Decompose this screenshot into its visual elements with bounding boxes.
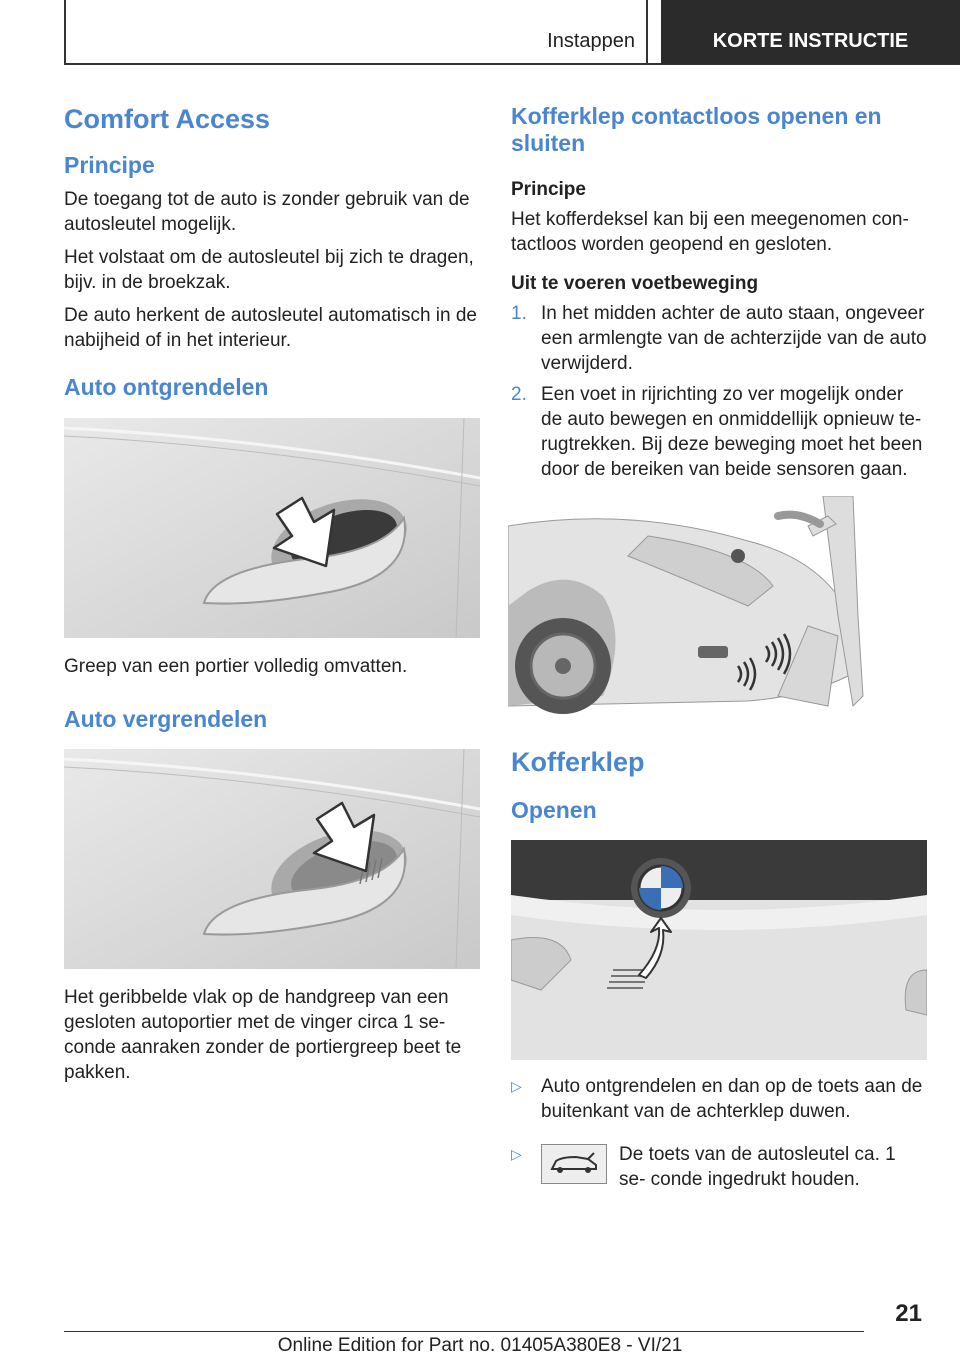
figure-door-handle-lock (64, 749, 480, 969)
trunk-key-button-icon (541, 1144, 607, 1184)
door-handle-illustration (64, 418, 480, 638)
figure-door-handle-unlock (64, 418, 480, 638)
header-section: Instappen (547, 30, 635, 52)
caption-lock: Het geribbelde vlak op de handgreep van een gesloten autoportier met de vinger circa 1 se‐ conde aanraken zonder de portiergreep beet te pakken. (64, 987, 462, 1084)
step-item (511, 382, 927, 482)
para-detect-key: De auto herkent de autosleutel automatisch in de nabijheid of in het interieur. (64, 304, 477, 351)
step-number: 2. (511, 384, 527, 405)
header-chapter-tab: KORTE INSTRUCTIE (661, 0, 960, 64)
step-number: 1. (511, 303, 527, 324)
para-carry-key: Het volstaat om de autosleutel bij zich te dragen, bijv. in de broekzak. (64, 246, 474, 293)
figure-foot-gesture (508, 496, 924, 718)
footer-rule (64, 1331, 864, 1332)
open-method-text: De toets van de autosleutel ca. 1 se‐ conde ingedrukt houden. (619, 1143, 896, 1190)
open-method-text: Auto ontgrendelen en dan op de toets aan de buitenkant van de achterklep duwen. (541, 1075, 923, 1122)
heading-lock: Auto vergrendelen (64, 705, 268, 732)
heading-principle: Principe (64, 151, 155, 178)
step-text: Een voet in rijrichting zo ver mogelijk onder de auto bewegen en onmiddellijk opnieuw te‐ rugtrekken. Bij deze beweging moet het been door de bereiken van beide sensoren gaan. (541, 384, 923, 480)
bullet-marker: ▷ (511, 1145, 522, 1162)
step-text: In het midden achter de auto staan, ongeveer een armlengte van de achterzijde van de auto verwijderd. (541, 303, 927, 374)
caption-unlock: Greep van een portier volledig omvatten. (64, 655, 408, 677)
open-method-item (511, 1142, 927, 1192)
heading-open: Openen (511, 796, 597, 823)
title-comfort-access: Comfort Access (64, 104, 271, 134)
heading-trunk-contactless: Kofferklep contactloos openen en sluiten (511, 103, 882, 156)
step-item (511, 301, 927, 376)
title-trunk: Kofferklep (511, 747, 645, 777)
bullet-marker: ▷ (511, 1077, 522, 1094)
footer-edition: Online Edition for Part no. 01405A380E8 - VI/21 (277, 1335, 683, 1356)
trunk-button-illustration (511, 840, 927, 1060)
subheading-principle: Principe (511, 179, 586, 200)
open-methods-list (511, 1074, 927, 1192)
door-handle-lock-illustration (64, 749, 480, 969)
figure-trunk-button (511, 840, 927, 1060)
left-column (64, 100, 480, 1085)
open-method-item (511, 1074, 927, 1124)
page-number: 21 (895, 1300, 922, 1327)
heading-unlock: Auto ontgrendelen (64, 373, 269, 400)
subheading-foot-movement: Uit te voeren voetbeweging (511, 273, 759, 294)
para-trunk-principle: Het kofferdeksel kan bij een meegenomen con‐ tactloos worden geopend en gesloten. (511, 209, 909, 255)
foot-gesture-illustration (508, 496, 924, 718)
para-access: De toegang tot de auto is zonder gebruik van de autosleutel mogelijk. (64, 188, 470, 235)
right-column (511, 100, 927, 1192)
steps-list (511, 301, 927, 482)
